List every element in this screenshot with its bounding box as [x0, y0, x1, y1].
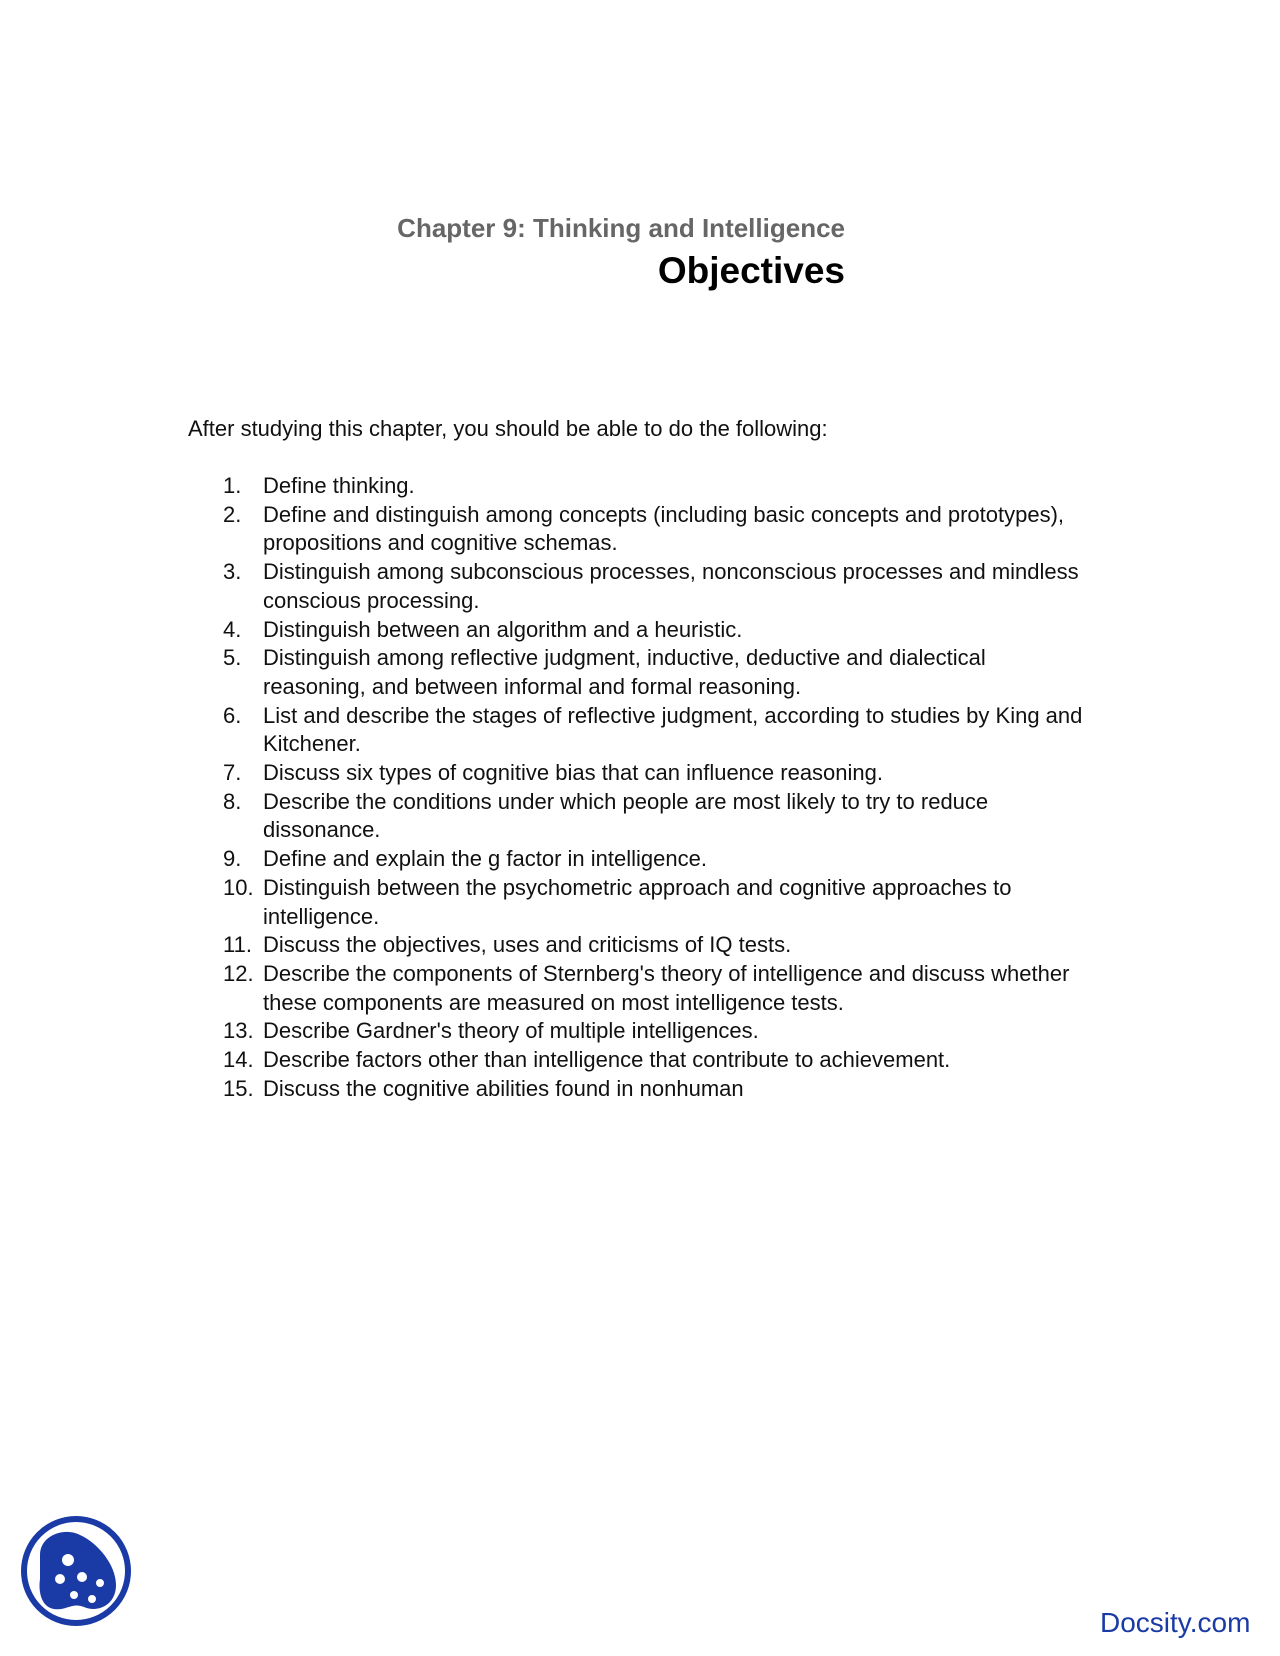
- list-item-number: 1.: [223, 473, 242, 498]
- list-item-text: Describe the components of Sternberg's theory of intelligence and discuss whether these components are measured on most intelligence tests.: [263, 960, 1070, 1015]
- list-item: [0, 845, 1280, 874]
- list-item: [0, 960, 1280, 1017]
- list-item: [0, 501, 1280, 558]
- list-item-text: Discuss the objectives, uses and criticisms of IQ tests.: [263, 932, 792, 958]
- list-item: [0, 644, 1280, 701]
- list-item-text: List and describe the stages of reflective judgment, according to studies by King and Kitchener.: [263, 702, 1083, 757]
- list-item-number: 14.: [223, 1047, 254, 1073]
- list-item-text: Distinguish among reflective judgment, inductive, deductive and dialectical reasoning, and between informal and formal reasoning.: [263, 645, 986, 699]
- list-item-number: 10.: [223, 874, 254, 900]
- intro-text: After studying this chapter, you should be able to do the following:: [188, 416, 828, 441]
- list-item-text: Define and distinguish among concepts (including basic concepts and prototypes), propositions and cognitive schemas.: [263, 501, 1065, 556]
- list-item-number: 13.: [223, 1018, 254, 1044]
- list-item: [0, 1046, 1280, 1075]
- docsity-logo-icon[interactable]: [20, 1515, 132, 1627]
- list-item-text: Distinguish between the psychometric approach and cognitive approaches to intelligence.: [263, 874, 1012, 929]
- page-title: Objectives: [657, 250, 845, 291]
- list-item-number: 9.: [223, 846, 242, 872]
- objective-list: [0, 472, 1280, 1103]
- list-item: [0, 558, 1280, 615]
- list-item-number: 7.: [223, 760, 242, 786]
- list-item: [0, 874, 1280, 931]
- list-item-number: 4.: [223, 616, 242, 642]
- list-item: [0, 472, 1280, 501]
- list-item-number: 2.: [223, 501, 242, 527]
- list-item-number: 12.: [223, 960, 254, 986]
- list-item-number: 8.: [223, 788, 242, 814]
- list-item-number: 6.: [223, 702, 242, 728]
- list-item-number: 3.: [223, 559, 242, 585]
- list-item-number: 5.: [223, 645, 242, 671]
- list-item-text: Describe the conditions under which people are most likely to try to reduce dissonance.: [263, 788, 989, 843]
- list-item: [0, 759, 1280, 788]
- list-item-text: Discuss six types of cognitive bias that can influence reasoning.: [263, 760, 883, 786]
- list-item: [0, 1075, 1280, 1104]
- list-item-number: 15.: [223, 1075, 254, 1101]
- list-item: [0, 1017, 1280, 1046]
- chapter-title: Chapter 9: Thinking and Intelligence: [397, 213, 845, 243]
- list-item: [0, 788, 1280, 845]
- list-item-text: Distinguish between an algorithm and a heuristic.: [263, 616, 743, 642]
- list-item-text: Define and explain the g factor in intelligence.: [263, 846, 707, 872]
- list-item: [0, 702, 1280, 759]
- list-item-text: Define thinking.: [263, 473, 415, 498]
- list-item-number: 11.: [223, 932, 252, 958]
- list-item-text: Describe factors other than intelligence that contribute to achievement.: [263, 1047, 951, 1073]
- brand-link[interactable]: Docsity.com: [1100, 1607, 1251, 1638]
- list-item: [0, 931, 1280, 960]
- list-item-text: Describe Gardner's theory of multiple intelligences.: [263, 1018, 759, 1044]
- list-item-text: Discuss the cognitive abilities found in nonhuman: [263, 1075, 744, 1101]
- list-item-text: Distinguish among subconscious processes, nonconscious processes and mindless conscious processing.: [263, 559, 1079, 613]
- list-item: [0, 616, 1280, 645]
